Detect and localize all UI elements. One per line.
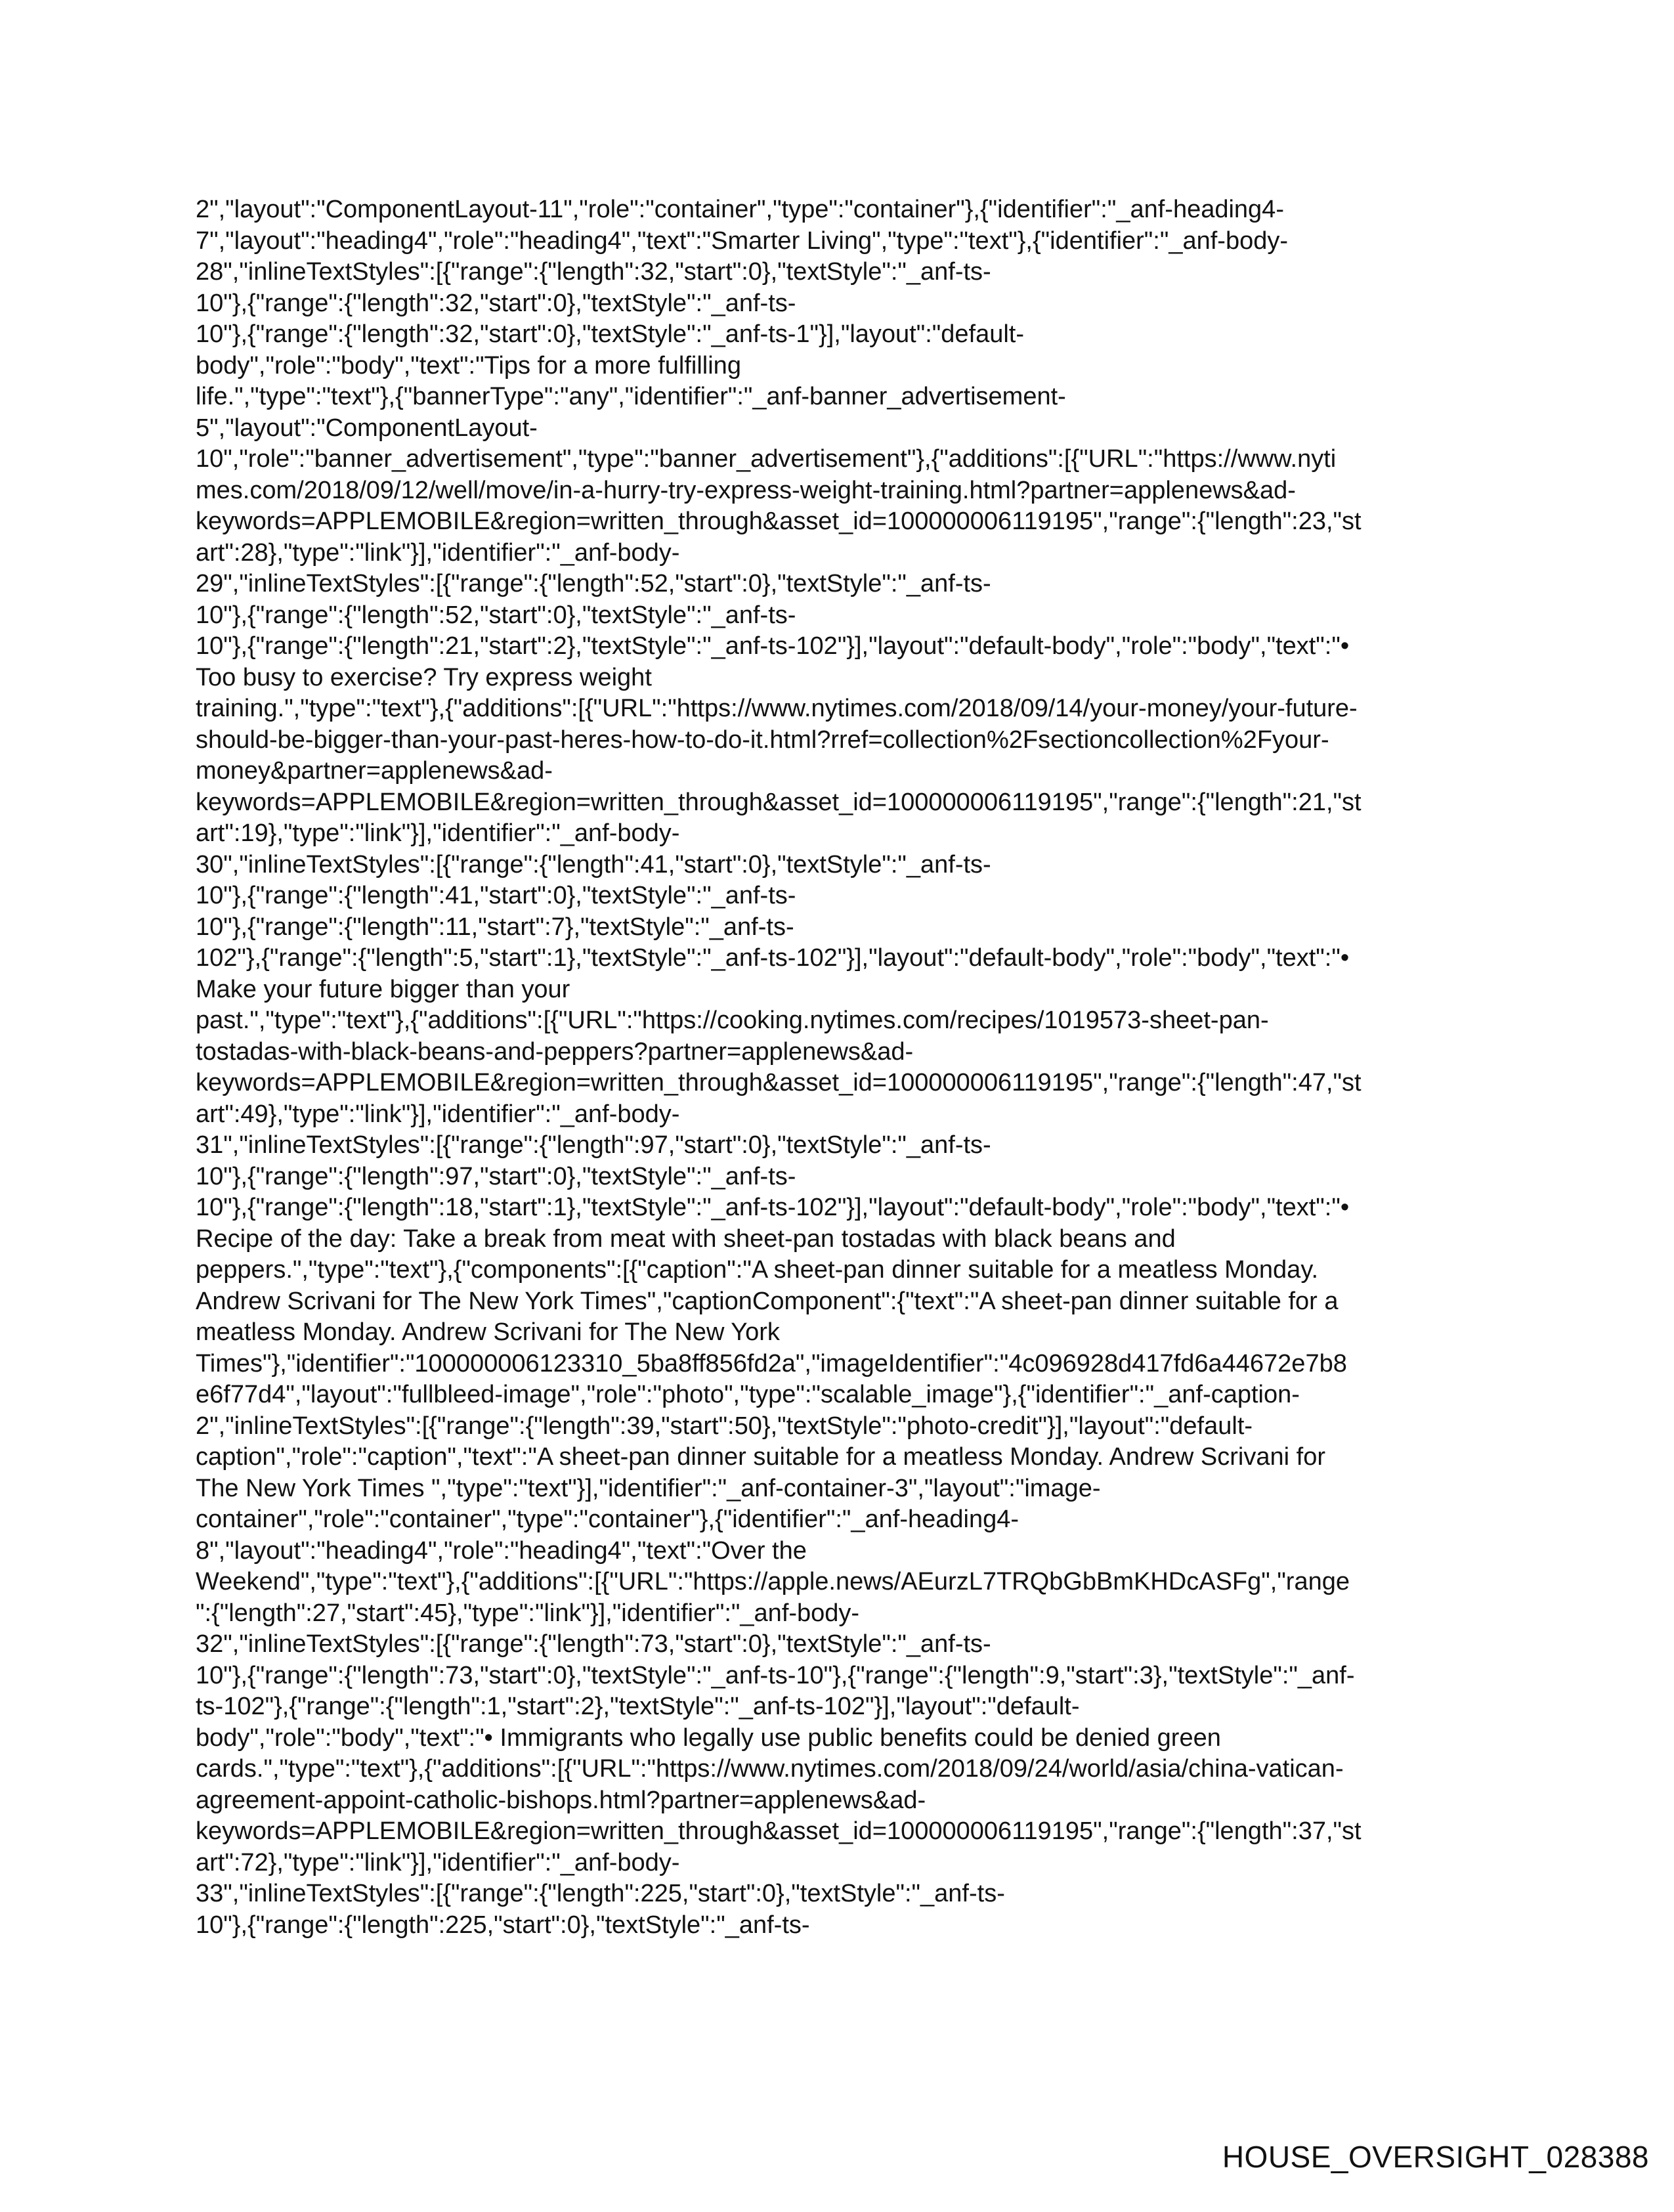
text-line: 10"},{"range":{"length":97,"start":0},"textStyle":"_anf-ts- <box>196 1162 796 1190</box>
text-line: Recipe of the day: Take a break from meat with sheet-pan tostadas with black beans and <box>196 1225 1176 1253</box>
text-line: past.","type":"text"},{"additions":[{"URL":"https://cooking.nytimes.com/recipes/1019573-sheet-pan- <box>196 1007 1269 1034</box>
text-line: Andrew Scrivani for The New York Times","captionComponent":{"text":"A sheet-pan dinner suitable for a <box>196 1287 1339 1315</box>
text-line: 28","inlineTextStyles":[{"range":{"length":32,"start":0},"textStyle":"_anf-ts- <box>196 258 991 286</box>
text-line: keywords=APPLEMOBILE&region=written_through&asset_id=100000006119195","range":{"length":21,"st <box>196 788 1362 816</box>
text-line: 10","role":"banner_advertisement","type":"banner_advertisement"},{"additions":[{"URL":"https://www.nyti <box>196 445 1337 473</box>
text-line: 33","inlineTextStyles":[{"range":{"length":225,"start":0},"textStyle":"_anf-ts- <box>196 1880 1005 1907</box>
text-line: peppers.","type":"text"},{"components":[{"caption":"A sheet-pan dinner suitable for a meatless Monday. <box>196 1256 1319 1284</box>
text-line: e6f77d4","layout":"fullbleed-image","role":"photo","type":"scalable_image"},{"identifier":"_anf-caption- <box>196 1381 1300 1408</box>
text-line: caption","role":"caption","text":"A sheet-pan dinner suitable for a meatless Monday. Andrew Scrivani for <box>196 1443 1325 1471</box>
text-line: container","role":"container","type":"container"},{"identifier":"_anf-heading4- <box>196 1506 1019 1533</box>
text-line: Times"},"identifier":"100000006123310_5ba8ff856fd2a","imageIdentifier":"4c096928d417fd6a44672e7b8 <box>196 1349 1347 1377</box>
text-line: 10"},{"range":{"length":32,"start":0},"textStyle":"_anf-ts- <box>196 289 796 317</box>
bates-stamp: HOUSE_OVERSIGHT_028388 <box>1222 2140 1649 2174</box>
text-line: The New York Times ","type":"text"}],"identifier":"_anf-container-3","layout":"image- <box>196 1474 1101 1502</box>
text-line: body","role":"body","text":"Tips for a more fulfilling <box>196 351 741 380</box>
text-line: training.","type":"text"},{"additions":[{"URL":"https://www.nytimes.com/2018/09/14/your-money/your-future- <box>196 695 1358 722</box>
text-line: art":72},"type":"link"}],"identifier":"_anf-body- <box>196 1848 680 1876</box>
text-line: 10"},{"range":{"length":32,"start":0},"textStyle":"_anf-ts-1"}],"layout":"default- <box>196 320 1025 348</box>
text-line: 32","inlineTextStyles":[{"range":{"length":73,"start":0},"textStyle":"_anf-ts- <box>196 1630 991 1658</box>
text-line: mes.com/2018/09/12/well/move/in-a-hurry-try-express-weight-training.html?partner=applenews&ad- <box>196 476 1296 504</box>
text-line: 2","inlineTextStyles":[{"range":{"length":39,"start":50},"textStyle":"photo-credit"}],"layout":"default- <box>196 1412 1253 1440</box>
text-line: ":{"length":27,"start":45},"type":"link"}],"identifier":"_anf-body- <box>196 1599 860 1627</box>
text-line: tostadas-with-black-beans-and-peppers?partner=applenews&ad- <box>196 1037 914 1066</box>
document-body <box>196 194 1509 1941</box>
text-line: meatless Monday. Andrew Scrivani for The New York <box>196 1318 780 1346</box>
text-line: art":19},"type":"link"}],"identifier":"_anf-body- <box>196 819 680 847</box>
text-line: 10"},{"range":{"length":21,"start":2},"textStyle":"_anf-ts-102"}],"layout":"default-body","role":"body","text":"• <box>196 632 1350 660</box>
text-line: 10"},{"range":{"length":41,"start":0},"textStyle":"_anf-ts- <box>196 882 796 909</box>
text-line: 10"},{"range":{"length":18,"start":1},"textStyle":"_anf-ts-102"}],"layout":"default-body","role":"body","text":"• <box>196 1194 1350 1221</box>
text-line: money&partner=applenews&ad- <box>196 757 553 785</box>
text-line: art":28},"type":"link"}],"identifier":"_anf-body- <box>196 538 680 567</box>
text-line: keywords=APPLEMOBILE&region=written_through&asset_id=100000006119195","range":{"length":37,"st <box>196 1817 1362 1845</box>
text-line: Too busy to exercise? Try express weight <box>196 663 652 691</box>
text-line: Weekend","type":"text"},{"additions":[{"URL":"https://apple.news/AEurzL7TRQbGbBmKHDcASFg","range <box>196 1568 1350 1595</box>
text-line: 8","layout":"heading4","role":"heading4","text":"Over the <box>196 1536 807 1565</box>
text-line: keywords=APPLEMOBILE&region=written_through&asset_id=100000006119195","range":{"length":47,"st <box>196 1069 1362 1096</box>
text-line: should-be-bigger-than-your-past-heres-how-to-do-it.html?rref=collection%2Fsectioncollection%2Fyour- <box>196 726 1329 754</box>
text-line: keywords=APPLEMOBILE&region=written_through&asset_id=100000006119195","range":{"length":23,"st <box>196 508 1362 535</box>
text-line: body","role":"body","text":"• Immigrants who legally use public benefits could be denied green <box>196 1724 1221 1752</box>
text-line: 10"},{"range":{"length":11,"start":7},"textStyle":"_anf-ts- <box>196 913 794 941</box>
text-line: 30","inlineTextStyles":[{"range":{"length":41,"start":0},"textStyle":"_anf-ts- <box>196 850 991 878</box>
text-line: agreement-appoint-catholic-bishops.html?partner=applenews&ad- <box>196 1786 926 1814</box>
text-line: cards.","type":"text"},{"additions":[{"URL":"https://www.nytimes.com/2018/09/24/world/asia/china-vatican- <box>196 1755 1344 1783</box>
text-line: Make your future bigger than your <box>196 975 570 1003</box>
text-line: 10"},{"range":{"length":225,"start":0},"textStyle":"_anf-ts- <box>196 1911 810 1939</box>
text-line: 31","inlineTextStyles":[{"range":{"length":97,"start":0},"textStyle":"_anf-ts- <box>196 1131 991 1159</box>
text-line: 10"},{"range":{"length":52,"start":0},"textStyle":"_anf-ts- <box>196 601 796 629</box>
text-line: 29","inlineTextStyles":[{"range":{"length":52,"start":0},"textStyle":"_anf-ts- <box>196 570 991 597</box>
text-line: 10"},{"range":{"length":73,"start":0},"textStyle":"_anf-ts-10"},{"range":{"length":9,"start":3},"textStyle":"_anf- <box>196 1661 1355 1689</box>
text-line: 5","layout":"ComponentLayout- <box>196 414 538 442</box>
text-line: 102"},{"range":{"length":5,"start":1},"textStyle":"_anf-ts-102"}],"layout":"default-body","role":"body","text":"• <box>196 944 1350 972</box>
text-line: 7","layout":"heading4","role":"heading4","text":"Smarter Living","type":"text"},{"identifier":"_anf-body- <box>196 227 1289 255</box>
text-line: ts-102"},{"range":{"length":1,"start":2},"textStyle":"_anf-ts-102"}],"layout":"default- <box>196 1693 1080 1720</box>
text-line: life.","type":"text"},{"bannerType":"any","identifier":"_anf-banner_advertisement- <box>196 383 1066 410</box>
text-line: 2","layout":"ComponentLayout-11","role":"container","type":"container"},{"identifier":"_anf-heading4- <box>196 196 1284 223</box>
text-line: art":49},"type":"link"}],"identifier":"_anf-body- <box>196 1100 680 1128</box>
